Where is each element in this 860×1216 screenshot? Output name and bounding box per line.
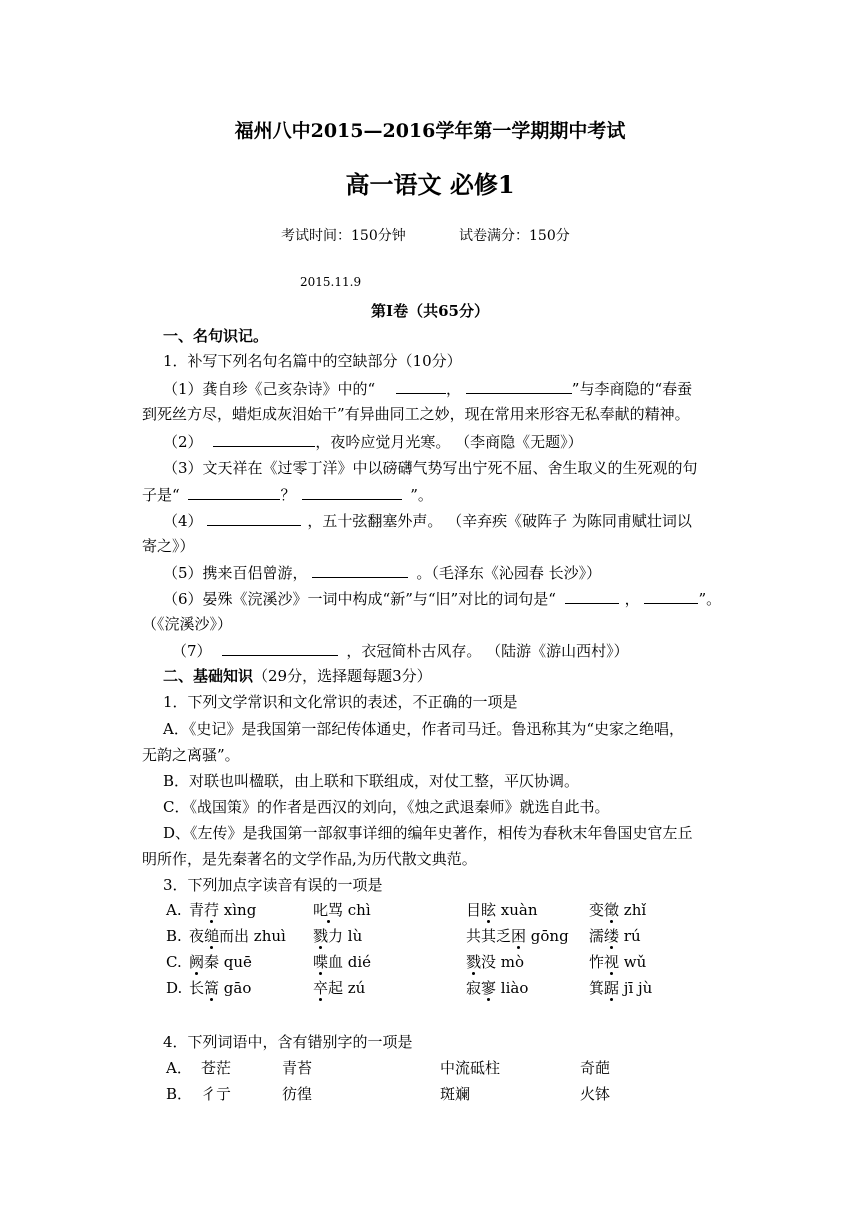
item-5-text-b: 。（毛泽东《沁园春 长沙》） — [416, 564, 602, 582]
pronunciation-item — [589, 926, 641, 946]
exam-title: 福州八中2015—2016学年第一学期期中考试 — [234, 120, 626, 142]
section2-heading: 二、基础知识 — [163, 667, 254, 685]
dotted-character: 踞 — [604, 979, 620, 997]
pronunciation-item — [466, 952, 524, 972]
pronunciation-item — [313, 900, 371, 920]
item-3-text-d: ”。 — [410, 486, 433, 504]
dotted-character: 篙 — [204, 979, 220, 997]
dotted-character: 戮 — [466, 953, 482, 971]
answer-blank[interactable] — [565, 588, 619, 604]
item-1-text-a: （1）龚自珍《己亥杂诗》中的“ — [163, 380, 376, 398]
answer-blank[interactable] — [213, 431, 315, 447]
word-item: 中流砥柱 — [440, 1059, 501, 1077]
item-suffix: 起 zú — [328, 979, 366, 997]
question-3: 3．下列加点字读音有误的一项是 — [163, 876, 383, 894]
pronunciation-item — [466, 978, 528, 998]
word-item: 斑斓 — [440, 1085, 471, 1103]
volume-heading: 第Ⅰ卷（共65分） — [371, 302, 489, 320]
item-suffix: 没 mò — [481, 953, 525, 971]
item-6-text-c: ”。 — [698, 590, 722, 608]
item-5-text-a: （5）携来百侣曾游， — [163, 564, 308, 582]
item-2-text-b: ，夜吟应觉月光寒。 （李商隐《无题》） — [315, 433, 583, 451]
dotted-character: 戮 — [313, 927, 329, 945]
item-3-line1: （3）文天祥在《过零丁洋》中以磅礴气势写出宁死不屈、舍生取义的生死观的句 — [163, 459, 698, 477]
option-a-line2: 无韵之离骚”。 — [142, 746, 240, 764]
answer-blank[interactable] — [222, 640, 338, 656]
word-item: 火钵 — [580, 1085, 611, 1103]
pronunciation-item — [189, 926, 286, 946]
answer-blank[interactable] — [466, 378, 572, 394]
pronunciation-item — [189, 952, 252, 972]
item-suffix: zhǐ — [619, 901, 647, 919]
item-prefix: 长 — [189, 979, 205, 997]
item-prefix: 怍 — [589, 953, 605, 971]
answer-blank[interactable] — [302, 484, 402, 500]
answer-blank[interactable] — [312, 562, 408, 578]
item-3-text-b: 子是“ — [142, 486, 180, 504]
option-label: A. — [166, 901, 182, 919]
question-1: 1．补写下列名句名篇中的空缺部分（10分） — [163, 352, 462, 370]
pronunciation-item — [589, 952, 646, 972]
question-4: 4．下列词语中，含有错别字的一项是 — [163, 1033, 413, 1051]
pronunciation-item — [589, 978, 652, 998]
item-suffix: xìng — [219, 901, 257, 919]
item-4-line2: 寄之》） — [142, 537, 195, 555]
item-suffix: rú — [619, 927, 641, 945]
item-suffix: 秦 quē — [204, 953, 252, 971]
dotted-character: 阙 — [189, 953, 205, 971]
word-item: 彷徨 — [282, 1085, 313, 1103]
dotted-character: 缒 — [204, 927, 220, 945]
item-prefix: 变 — [589, 901, 605, 919]
exam-time: 考试时间：150分钟 — [281, 228, 406, 244]
item-2-text-a: （2） — [163, 433, 203, 451]
item-suffix: gāo — [219, 979, 252, 997]
section2-heading-line — [163, 666, 432, 686]
exam-date: 2015.11.9 — [300, 275, 362, 289]
word-item: 奇葩 — [580, 1059, 611, 1077]
word-item: 苍茫 — [201, 1059, 232, 1077]
answer-blank[interactable] — [396, 378, 446, 394]
item-7 — [172, 640, 629, 661]
option-a-line1: A．《史记》是我国第一部纪传体通史，作者司马迁。鲁迅称其为“史家之绝唱， — [163, 720, 685, 738]
item-suffix: 血 dié — [328, 953, 372, 971]
item-3-line2 — [142, 484, 433, 505]
item-4-line1 — [163, 510, 692, 531]
answer-blank[interactable] — [644, 588, 698, 604]
pronunciation-item — [313, 952, 371, 972]
answer-blank[interactable] — [188, 484, 280, 500]
item-prefix: 目 — [466, 901, 482, 919]
exam-score: 试卷满分：150分 — [459, 228, 570, 244]
dotted-character: 荇 — [204, 901, 220, 919]
item-prefix: 箕 — [589, 979, 605, 997]
option-label: B. — [166, 927, 182, 945]
option-d-line1: D、《左传》是我国第一部叙事详细的编年史著作，相传为春秋末年鲁国史官左丘 — [163, 824, 693, 842]
item-7-text-a: （7） — [172, 642, 212, 660]
pronunciation-item — [189, 900, 256, 920]
option-label: B． — [166, 1085, 193, 1103]
word-item: 青苔 — [282, 1059, 313, 1077]
item-suffix: wǔ — [619, 953, 647, 971]
option-b: B．对联也叫楹联，由上联和下联组成，对仗工整，平仄协调。 — [163, 772, 580, 790]
item-6-text-b: ， — [624, 590, 640, 608]
option-label: D. — [166, 979, 183, 997]
item-suffix: jī jù — [619, 979, 653, 997]
dotted-character: 困 — [511, 927, 527, 945]
dotted-character: 寥 — [481, 979, 497, 997]
item-5 — [163, 562, 601, 583]
item-prefix: 濡 — [589, 927, 605, 945]
item-prefix: 寂 — [466, 979, 482, 997]
pronunciation-item — [313, 926, 362, 946]
item-1-text-c: ”与李商隐的“春蚕 — [571, 380, 693, 398]
item-suffix: 而出 zhuì — [219, 927, 286, 945]
item-prefix: 共其乏 — [466, 927, 512, 945]
item-6-text-a: （6）晏殊《浣溪沙》一词中构成“新”与“旧”对比的词句是“ — [163, 590, 556, 608]
item-prefix: 叱 — [313, 901, 329, 919]
item-suffix: liào — [496, 979, 529, 997]
item-4-text-a: （4） — [163, 512, 203, 530]
word-item: 彳亍 — [201, 1085, 232, 1103]
item-6-line2: （《浣溪沙》） — [142, 615, 233, 633]
item-suffix: 力 lù — [328, 927, 363, 945]
item-suffix: gōng — [526, 927, 569, 945]
item-prefix: 青 — [189, 901, 205, 919]
item-7-text-b: ，衣冠简朴古风存。 （陆游《游山西村》） — [346, 642, 629, 660]
pronunciation-item — [313, 978, 365, 998]
item-1-line2: 到死丝方尽，蜡炬成灰泪始干”有异曲同工之妙，现在常用来形容无私奉献的精神。 — [142, 405, 690, 423]
dotted-character: 喋 — [313, 953, 329, 971]
dotted-character: 视 — [604, 953, 620, 971]
option-d-line2: 明所作，是先秦著名的文学作品,为历代散文典范。 — [142, 850, 477, 868]
question-2-1: 1．下列文学常识和文化常识的表述，不正确的一项是 — [163, 693, 518, 711]
exam-subtitle: 高一语文 必修1 — [345, 170, 515, 199]
option-label: C. — [166, 953, 182, 971]
dotted-character: 缕 — [604, 927, 620, 945]
item-2 — [163, 431, 583, 452]
pronunciation-item — [589, 900, 646, 920]
section2-heading-note: （29分，选择题每题3分） — [253, 667, 432, 685]
item-suffix: 骂 chì — [328, 901, 371, 919]
dotted-character: 卒 — [313, 979, 329, 997]
item-3-text-c: ？ — [280, 486, 296, 504]
item-prefix: 夜 — [189, 927, 205, 945]
pronunciation-item — [189, 978, 251, 998]
answer-blank[interactable] — [207, 510, 301, 526]
pronunciation-item — [466, 926, 569, 946]
option-label: A． — [166, 1059, 192, 1077]
item-6-line1 — [163, 588, 721, 609]
pronunciation-item — [466, 900, 538, 920]
item-suffix: xuàn — [496, 901, 538, 919]
section1-heading: 一、名句识记。 — [163, 327, 269, 345]
item-1-text-b: ， — [446, 380, 462, 398]
item-1-line1 — [163, 378, 692, 399]
dotted-character: 徵 — [604, 901, 620, 919]
dotted-character: 眩 — [481, 901, 497, 919]
item-4-text-b: ，五十弦翻塞外声。 （辛弃疾《破阵子 为陈同甫赋壮词以 — [307, 512, 692, 530]
option-c: C．《战国策》的作者是西汉的刘向，《烛之武退秦师》就选自此书。 — [163, 798, 610, 816]
